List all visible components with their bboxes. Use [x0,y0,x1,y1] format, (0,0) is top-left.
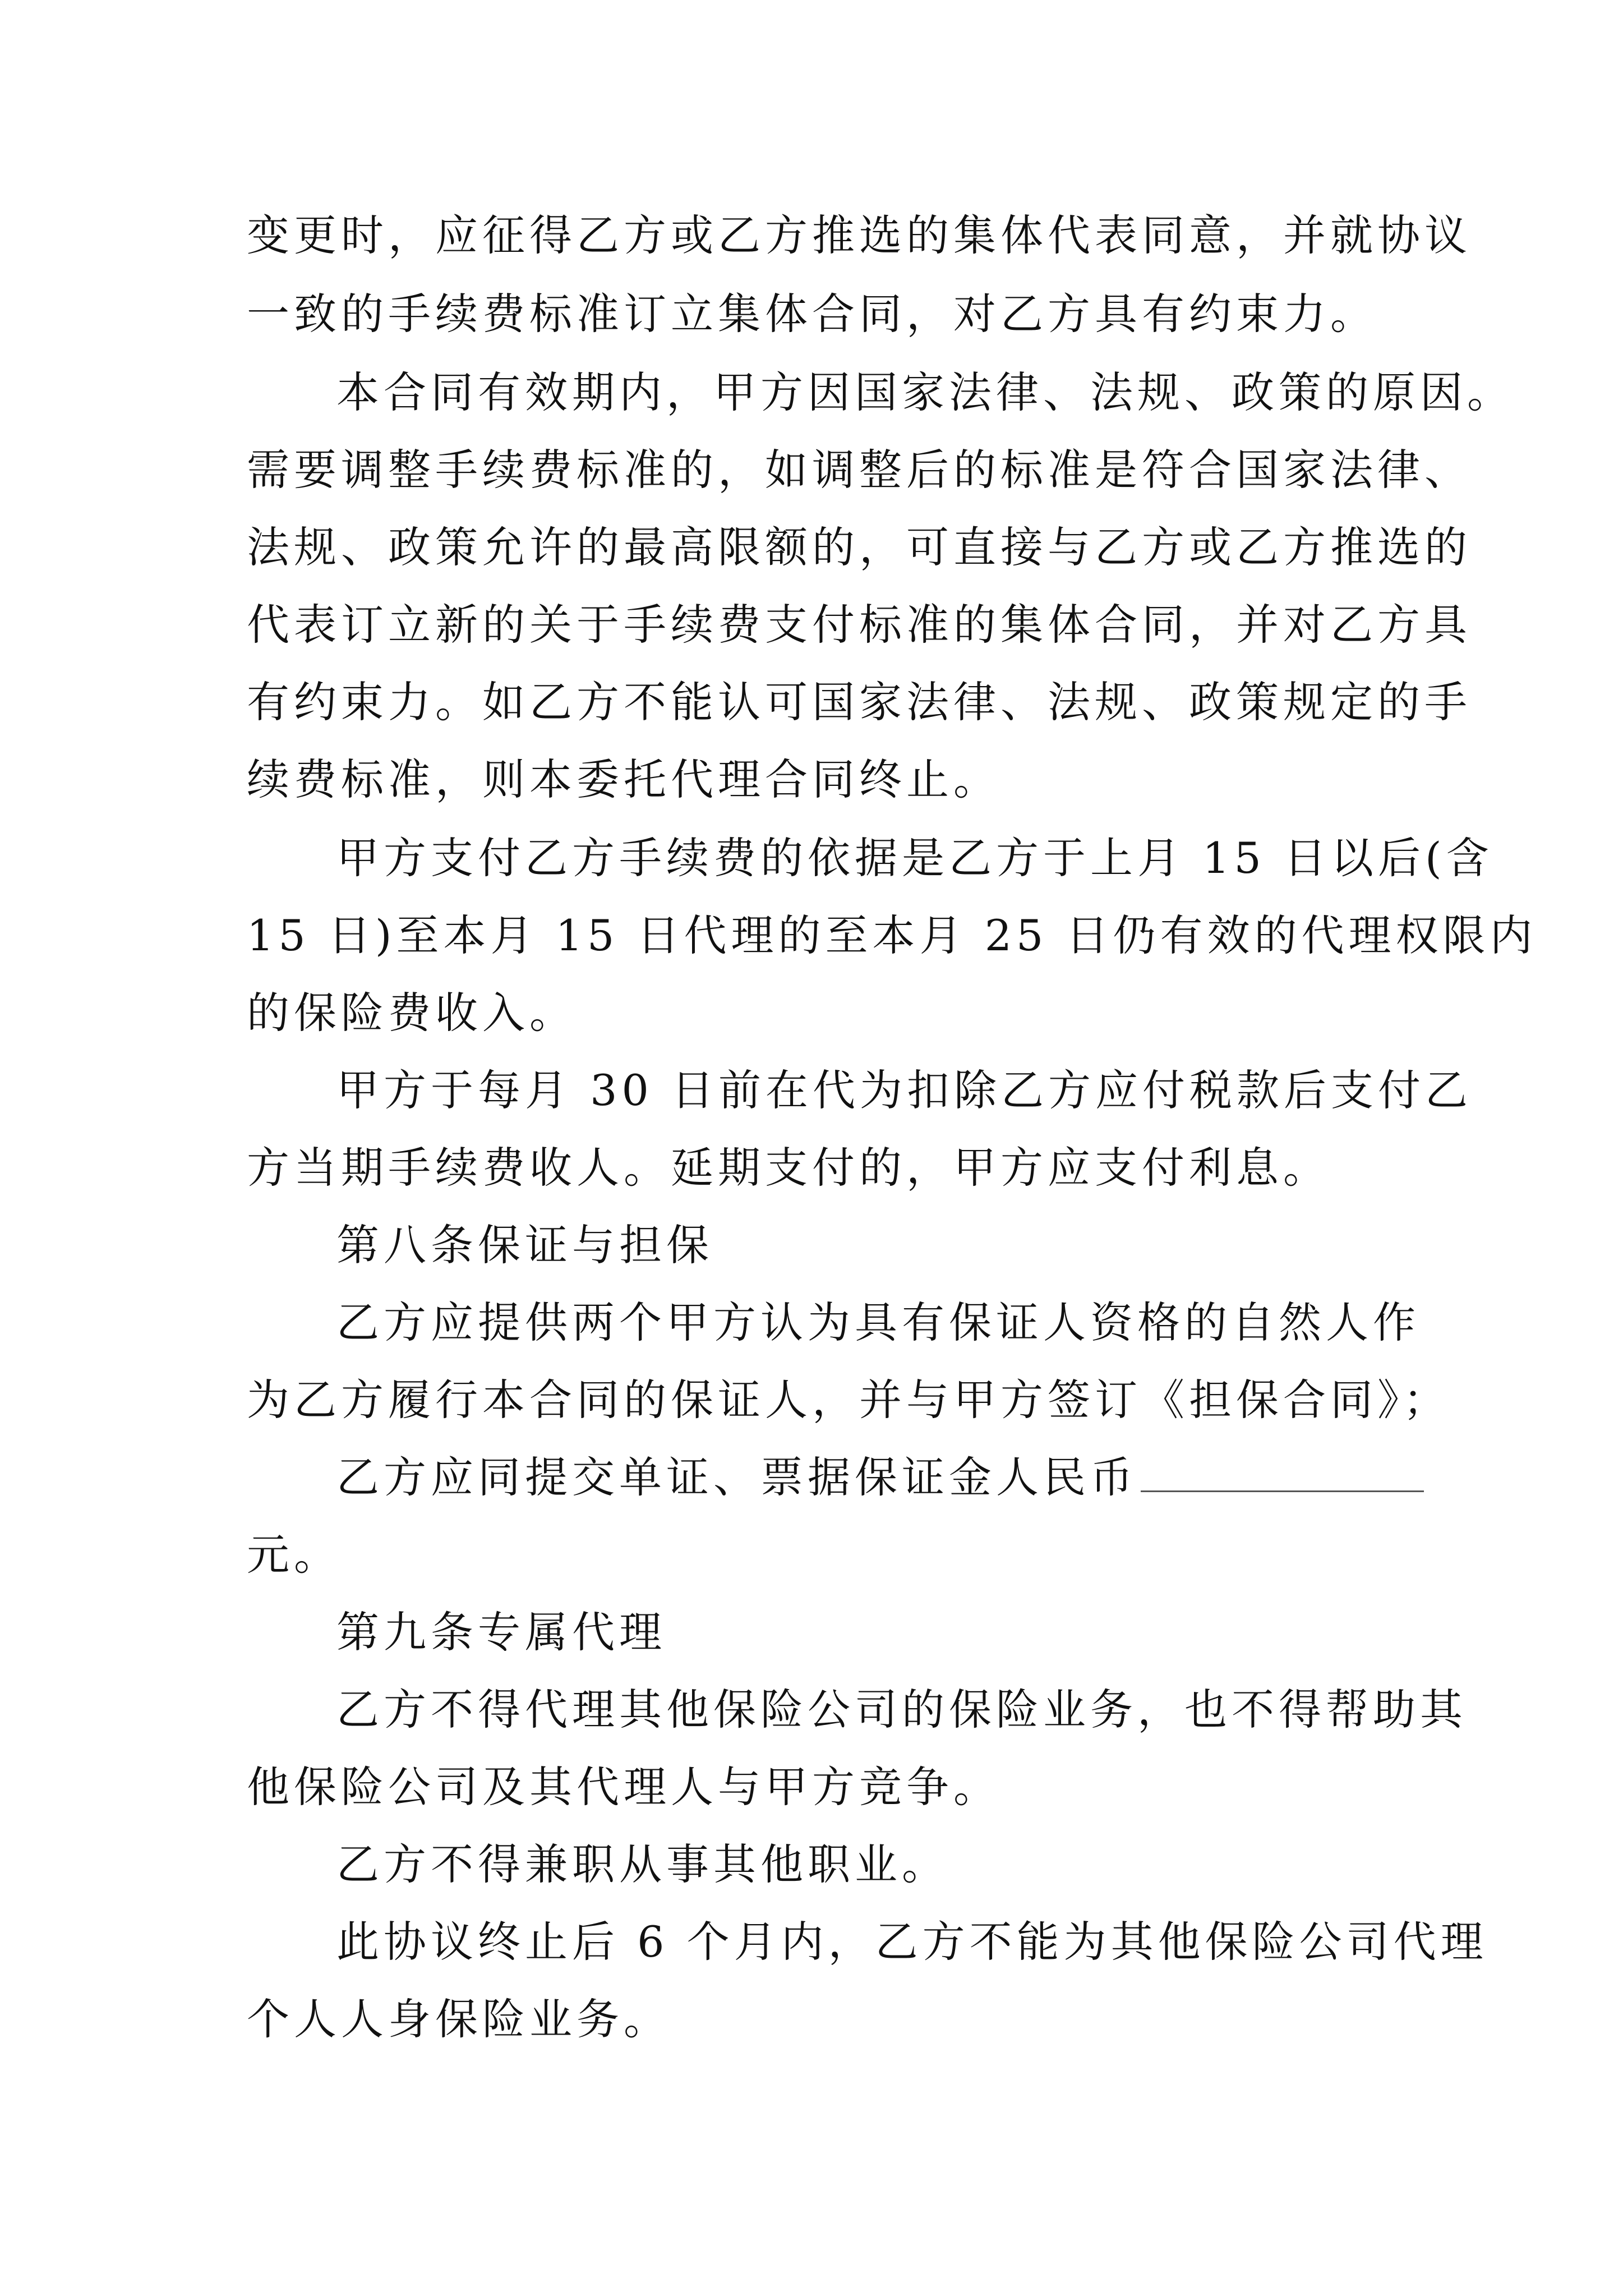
section-heading: 第九条专属代理 [336,1607,666,1657]
paragraph-line: 乙方应提供两个甲方认为具有保证人资格的自然人作 [336,1297,1420,1347]
paragraph-line: 方当期手续费收人。延期支付的，甲方应支付利息。 [247,1143,1330,1193]
paragraph-line: 元。 [247,1530,341,1580]
paragraph-line: 变更时，应征得乙方或乙方推选的集体代表同意，并就协议 [247,210,1472,260]
paragraph-line: 有约束力。如乙方不能认可国家法律、法规、政策规定的手 [247,677,1472,727]
paragraph-line: 的保险费收入。 [247,988,577,1038]
paragraph-line: 本合同有效期内，甲方因国家法律、法规、政策的原因。 [336,367,1514,417]
paragraph-line: 他保险公司及其代理人与甲方竞争。 [247,1762,1000,1812]
paragraph-line: 甲方于每月 30 日前在代为扣除乙方应付税款后支付乙 [336,1065,1473,1115]
paragraph-line: 乙方不得兼职从事其他职业。 [336,1839,949,1889]
paragraph-line: 续费标准，则本委托代理合同终止。 [247,754,1000,804]
paragraph-line: 乙方不得代理其他保险公司的保险业务，也不得帮助其 [336,1685,1467,1734]
paragraph-line: 一致的手续费标准订立集体合同，对乙方具有约束力。 [247,289,1377,339]
section-heading: 第八条保证与担保 [336,1220,713,1270]
paragraph-line-with-blank [336,1451,1402,1504]
paragraph-line: 甲方支付乙方手续费的依据是乙方于上月 15 日以后(含 [336,833,1493,883]
paragraph-line: 15 日)至本月 15 日代理的至本月 25 日仍有效的代理权限内 [247,910,1537,960]
paragraph-line: 个人人身保险业务。 [247,1994,671,2044]
paragraph-line: 需要调整手续费标准的，如调整后的标准是符合国家法律、 [247,445,1472,495]
paragraph-line: 法规、政策允许的最高限额的，可直接与乙方或乙方推选的 [247,522,1472,572]
paragraph-line: 代表订立新的关于手续费支付标准的集体合同，并对乙方具 [247,600,1472,650]
paragraph-line: 为乙方履行本合同的保证人，并与甲方签订《担保合同》； [247,1375,1450,1425]
paragraph-text: 乙方应同提交单证、票据保证金人民币 [336,1452,1137,1502]
paragraph-line: 此协议终止后 6 个月内，乙方不能为其他保险公司代理 [336,1917,1488,1967]
fill-in-blank [1141,1488,1424,1492]
